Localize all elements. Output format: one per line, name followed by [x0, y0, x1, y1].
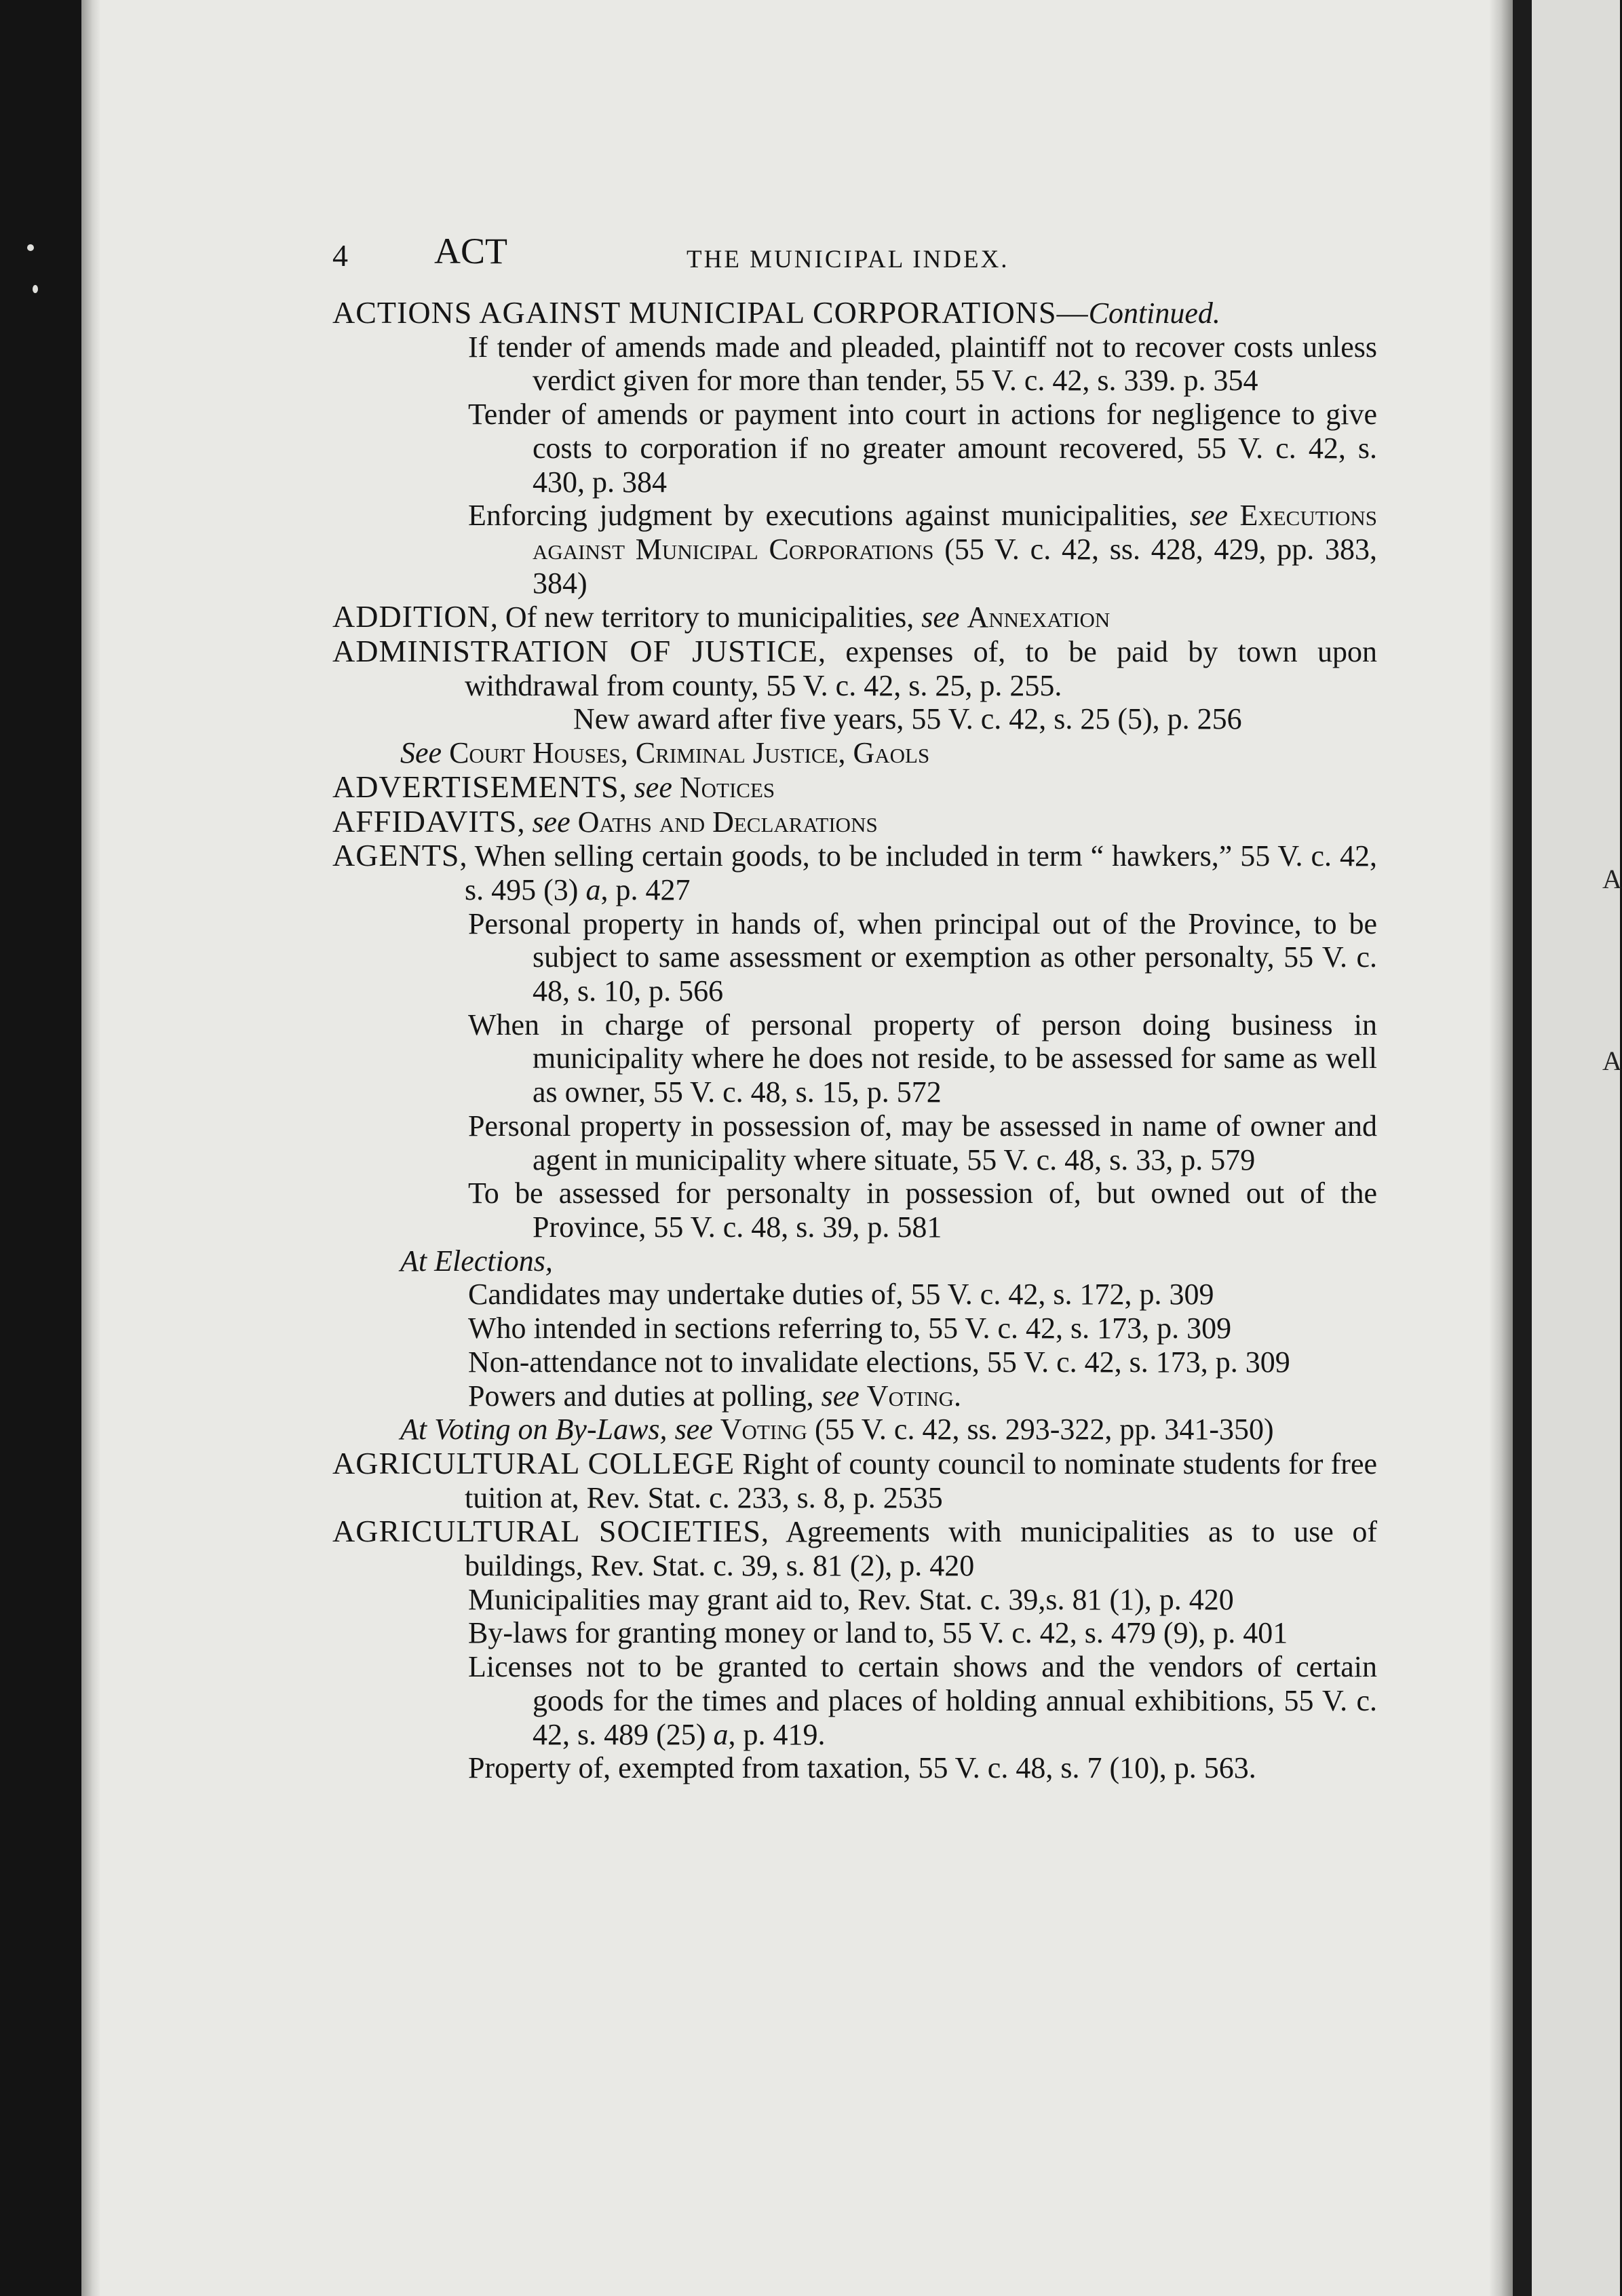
entry-text: , [517, 805, 533, 839]
entry-heading: AGRICULTURAL SOCIETIES [332, 1514, 761, 1549]
index-subheading [332, 1413, 1377, 1447]
cross-reference: Voting. [866, 1379, 961, 1413]
cross-reference: Court Houses, Criminal Justice, Gaols [449, 736, 930, 770]
cross-reference: Oaths and Declarations [577, 805, 878, 839]
see-word: see [634, 770, 672, 804]
entry-text: , Agreements with municipalities as to use of buildings, Rev. Stat. c. 39, s. 81 (2), p. 420 [465, 1515, 1377, 1583]
entry-text: Right of county council to nominate students for free tuition at, Rev. Stat. c. 233, s. 8, p. 2535 [465, 1447, 1378, 1514]
index-subentry [332, 1650, 1377, 1751]
see-word: see [674, 1413, 713, 1447]
running-title: THE MUNICIPAL INDEX. [687, 246, 1009, 273]
entry-heading: AGRICULTURAL COLLEGE [332, 1445, 735, 1480]
scan-speck [27, 244, 34, 251]
entry-text-italic: a [585, 873, 601, 906]
entry-heading: ADDITION [332, 599, 490, 634]
subheading-text: At Voting on By-Laws, [400, 1413, 675, 1447]
see-also-line [332, 736, 1377, 770]
adjacent-page-letter: A [1602, 864, 1622, 894]
running-header [332, 231, 1377, 280]
index-entry [332, 600, 1377, 634]
adjacent-page [1532, 0, 1620, 2296]
subentry-text: Powers and duties at polling, [468, 1379, 822, 1413]
index-subentry: Non-attendance not to invalidate elections, 55 V. c. 42, s. 173, p. 309 [468, 1345, 1290, 1379]
index-subentry: Municipalities may grant aid to, Rev. Stat. c. 39,s. 81 (1), p. 420 [468, 1582, 1234, 1616]
index-entry [332, 634, 1377, 702]
entry-text: , expenses of, to be paid by town upon withdrawal from county, 55 V. c. 42, s. 25, p. 255. [465, 635, 1377, 702]
continued-note: Continued. [1088, 296, 1220, 330]
index-text [332, 231, 1378, 1785]
entry-heading: ADMINISTRATION OF JUSTICE [332, 634, 818, 669]
index-subentry: New award after five years, 55 V. c. 42, s. 25 (5), p. 256 [573, 702, 1242, 736]
index-entry [332, 1447, 1377, 1514]
see-word: see [1189, 499, 1229, 533]
entry-heading: ADVERTISEMENTS [332, 769, 619, 804]
index-subentry [332, 499, 1377, 600]
index-entry [332, 839, 1377, 906]
index-entry [332, 805, 1377, 839]
index-subentry: Property of, exempted from taxation, 55 V. c. 48, s. 7 (10), p. 563. [468, 1751, 1256, 1785]
cross-reference: Notices [679, 770, 775, 804]
index-entry [332, 296, 1377, 330]
entry-text: , When selling certain goods, to be included in term “ hawkers,” 55 V. c. 42, s. 495 (3) [459, 839, 1377, 906]
see-word: see [921, 600, 960, 634]
entry-text: , [619, 770, 634, 804]
index-entry [332, 1514, 1377, 1582]
index-subentry: When in charge of personal property of person doing business in municipality where he does not reside, to be assessed for same as well as owner, 55 V. c. 48, s. 15, p. 572 [468, 1008, 1377, 1109]
subentry-text: Licenses not to be granted to certain shows and the vendors of certain goods for the times and places of holding annual exhibitions, 55 V. c. 42, s. 489 (25) [468, 1650, 1377, 1751]
cross-reference: Annexation [967, 600, 1111, 634]
index-subentry: To be assessed for personalty in possession of, but owned out of the Province, 55 V. c. 48, s. 39, p. 581 [468, 1176, 1377, 1244]
see-word: See [400, 736, 442, 770]
entry-text: , Of new territory to municipalities, [490, 600, 922, 634]
subentry-citation: (55 V. c. 42, ss. 293-322, pp. 341-350) [807, 1413, 1274, 1447]
entry-heading: AGENTS [332, 838, 460, 873]
subentry-text: Enforcing judgment by executions against municipalities, [468, 499, 1190, 533]
entry-text: , p. 427 [600, 873, 691, 906]
index-entry [332, 770, 1377, 805]
cross-reference: Executions against Municipal Corporations [533, 499, 1377, 566]
entry-heading: ACTIONS AGAINST MUNICIPAL CORPORATIONS— [332, 295, 1089, 330]
subentry-citation: (55 V. c. 42, ss. 428, 429, pp. 383, 384) [533, 532, 1377, 600]
page-edge-left [81, 0, 100, 2296]
index-subentry: Personal property in possession of, may be assessed in name of owner and agent in municipality where situate, 55 V. c. 48, s. 33, p. 579 [468, 1109, 1377, 1176]
entry-heading: AFFIDAVITS [332, 803, 518, 839]
index-subentry: By-laws for granting money or land to, 55 V. c. 42, s. 479 (9), p. 401 [468, 1616, 1288, 1650]
index-subentry: Personal property in hands of, when principal out of the Province, to be subject to same assessment or exemption as other personalty, 55 V. c. 48, s. 10, p. 566 [468, 906, 1377, 1008]
running-key-word: ACT [434, 231, 507, 271]
scan-speck [33, 285, 38, 293]
index-subentry [332, 1379, 1377, 1413]
page-number: 4 [332, 238, 348, 273]
index-subentry: Who intended in sections referring to, 55 V. c. 42, s. 173, p. 309 [468, 1312, 1232, 1345]
subentry-text: , p. 419. [728, 1717, 826, 1751]
index-subentry: If tender of amends made and pleaded, plaintiff not to recover costs unless verdict given for more than tender, 55 V. c. 42, s. 339. p. 354 [468, 330, 1377, 398]
adjacent-page-letter: A [1602, 1046, 1622, 1076]
cross-reference: Voting [720, 1413, 807, 1447]
see-word: see [532, 805, 571, 839]
index-subentry: Tender of amends or payment into court in actions for negligence to give costs to corporation if no greater amount recovered, 55 V. c. 42, s. 430, p. 384 [468, 398, 1377, 499]
index-subheading: At Elections, [400, 1244, 553, 1278]
index-subentry: Candidates may undertake duties of, 55 V. c. 42, s. 172, p. 309 [468, 1278, 1214, 1312]
see-word: see [821, 1379, 860, 1413]
page-edge-right [1489, 0, 1513, 2296]
subentry-text-italic: a [713, 1717, 729, 1751]
book-gutter [1513, 0, 1532, 2296]
